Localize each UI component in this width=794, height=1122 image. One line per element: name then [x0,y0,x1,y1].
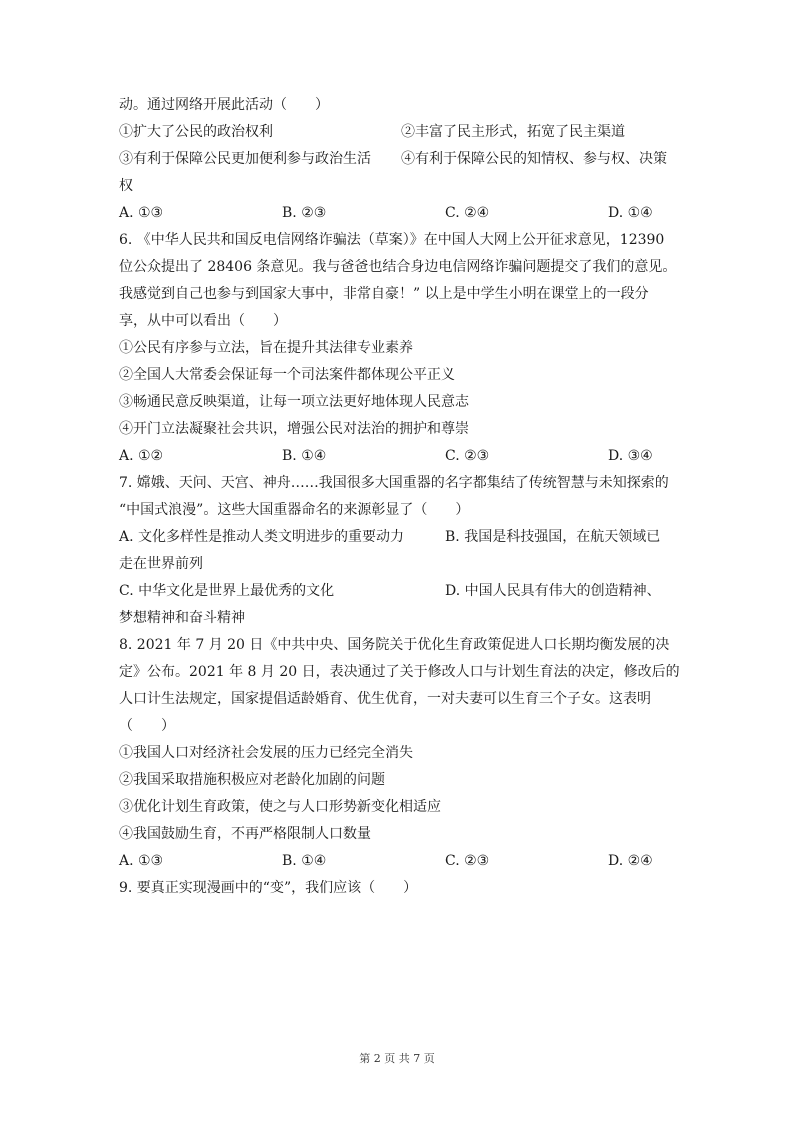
q6-statement-1: ①公民有序参与立法，旨在提升其法律专业素养 [119,340,413,356]
q7-options-row-2 [119,578,679,605]
q5-option-b: B. ②③ [282,205,327,221]
q6-options [119,443,679,470]
q6-statement-2: ②全国人大常委会保证每一个司法案件都体现公平正义 [119,367,455,383]
q5-stem-tail: 动。通过网络开展此活动（ ） [119,97,329,113]
q6-statement-4: ④开门立法凝聚社会共识，增强公民对法治的拥护和尊崇 [119,421,469,437]
q8-option-d: D. ②④ [608,853,653,869]
q8-stem-line-1: 8. 2021 年 7 月 20 日《中共中央、国务院关于优化生育政策促进人口长期均衡发展的决 [119,637,670,653]
q5-statement-4-cont: 权 [119,178,133,194]
q5-options [119,200,679,227]
q7-option-c: C. 中华文化是世界上最优秀的文化 [119,583,335,599]
q8-stem-line-2: 定》公布。2021 年 8 月 20 日，表决通过了关于修改人口与计划生育法的决定，修改后的 [119,664,680,680]
q6-stem-line-4: 享，从中可以看出（ ） [119,313,287,329]
q5-option-d: D. ①④ [608,205,653,221]
q7-stem-line-2: “中国式浪漫”。这些大国重器命名的来源彰显了（ ） [119,502,470,518]
q8-option-c: C. ②③ [445,853,490,869]
q5-statement-3: ③有利于保障公民更加便利参与政治生活 [119,151,371,167]
q6-stem-line-2: 位公众提出了 28406 条意见。我与爸爸也结合身边电信网络诈骗问题提交了我们的意见。 [119,259,677,275]
q6-stem-line-1: 6. 《中华人民共和国反电信网络诈骗法（草案）》在中国人大网上公开征求意见，12390 [119,232,665,248]
q5-statements-row-1 [119,119,679,146]
q7-option-d: D. 中国人民具有伟大的创造精神、 [445,583,661,599]
q8-statement-2: ②我国采取措施积极应对老龄化加剧的问题 [119,772,385,788]
q7-stem-line-1: 7. 嫦娥、天问、天宫、神舟……我国很多大国重器的名字都集结了传统智慧与未知探索的 [119,475,669,491]
q6-option-d: D. ③④ [608,448,653,464]
q6-option-a: A. ①② [119,448,164,464]
q6-option-c: C. ②③ [445,448,490,464]
q7-option-b-cont: 走在世界前列 [119,556,203,572]
q8-options [119,848,679,875]
q5-statement-1: ①扩大了公民的政治权利 [119,124,273,140]
q8-option-a: A. ①③ [119,853,164,869]
q5-option-c: C. ②④ [445,205,490,221]
q8-statement-4: ④我国鼓励生育，不再严格限制人口数量 [119,826,371,842]
q5-statement-2: ②丰富了民主形式，拓宽了民主渠道 [401,124,625,140]
page-content [119,92,679,902]
q7-option-a: A. 文化多样性是推动人类文明进步的重要动力 [119,529,405,545]
q7-option-d-cont: 梦想精神和奋斗精神 [119,610,245,626]
q6-stem-line-3: 我感觉到自己也参与到国家大事中，非常自豪！” 以上是中学生小明在课堂上的一段分 [119,286,649,302]
q6-option-b: B. ①④ [282,448,327,464]
q5-statement-4: ④有利于保障公民的知情权、参与权、决策 [401,151,667,167]
q9-stem: 9. 要真正实现漫画中的“变”，我们应该（ ） [119,880,418,896]
q5-option-a: A. ①③ [119,205,164,221]
page-footer: 第 2 页 共 7 页 [359,1052,435,1065]
q7-option-b: B. 我国是科技强国，在航天领域已 [445,529,661,545]
q8-statement-3: ③优化计划生育政策，使之与人口形势新变化相适应 [119,799,441,815]
q8-stem-line-3: 人口计生法规定，国家提倡适龄婚育、优生优育，一对夫妻可以生育三个子女。这表明 [119,691,651,707]
q7-options-row-1 [119,524,679,551]
q5-statements-row-2 [119,146,679,173]
q8-statement-1: ①我国人口对经济社会发展的压力已经完全消失 [119,745,413,761]
q8-option-b: B. ①④ [282,853,327,869]
q8-stem-line-4: （ ） [119,718,175,734]
q6-statement-3: ③畅通民意反映渠道，让每一项立法更好地体现人民意志 [119,394,469,410]
